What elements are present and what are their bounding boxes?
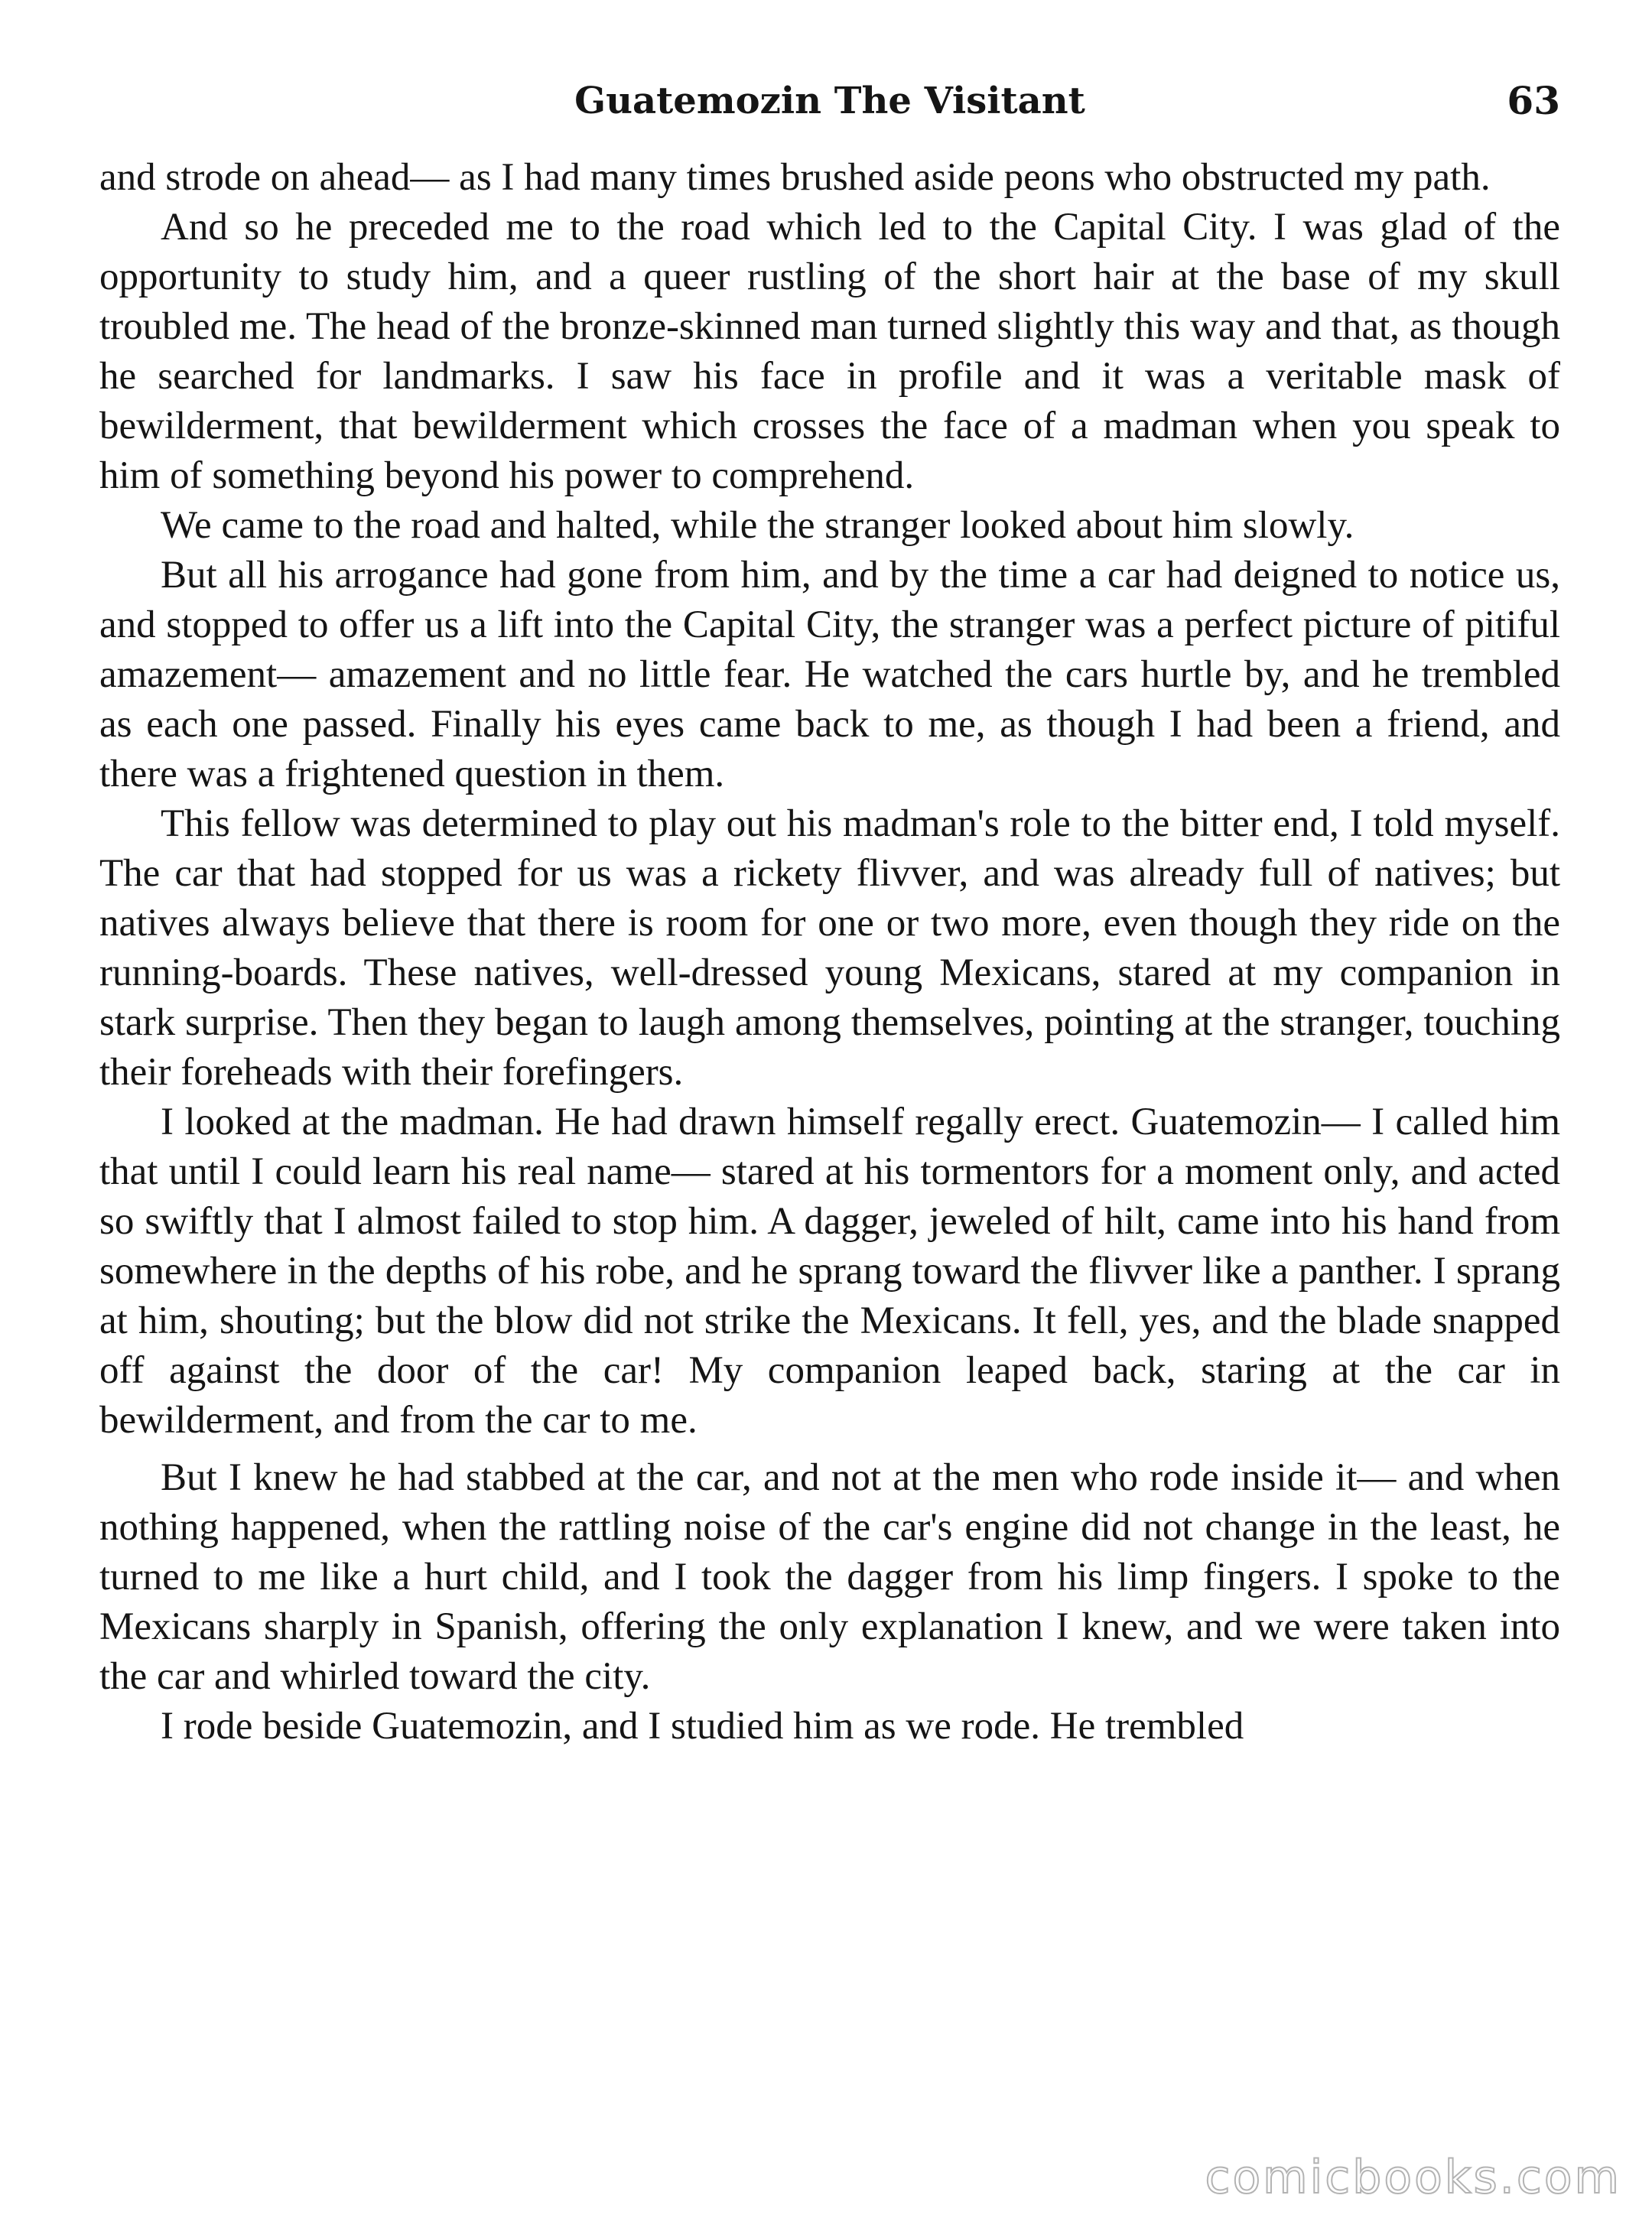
- running-head: [99, 70, 1560, 132]
- paragraph-3: We came to the road and halted, while the stranger looked about him slowly.: [161, 504, 1354, 547]
- paragraph-8: I rode beside Guatemozin, and I studied him as we rode. He trembled: [161, 1705, 1244, 1748]
- paragraph-6: I looked at the madman. He had drawn himself regally erect. Guatemozin— I called him that until I could learn his real name— stared at his tormentors for a moment only, and acted so swiftly that I almost failed to stop him. A dagger, jeweled of hilt, came into his hand from somewhere in the depths of his robe, and he sprang toward the flivver like a panther. I sprang at him, shouting; but the blow did not strike the Mexicans. It fell, yes, and the blade snapped off against the door of the car! My companion leaped back, staring at the car in bewilderment, and from the car to me.: [99, 1101, 1560, 1442]
- body-text: [99, 153, 1560, 1751]
- paragraph-7: But I knew he had stabbed at the car, and not at the men who rode inside it— and when nothing happened, when the rattling noise of the car's engine did not change in the least, he turned to me like a hurt child, and I took the dagger from his limp fingers. I spoke to the Mexicans sharply in Spanish, offering the only explanation I knew, and we were taken into the car and whirled toward the city.: [99, 1456, 1560, 1698]
- paragraph-1: and strode on ahead— as I had many times brushed aside peons who obstructed my path.: [99, 156, 1491, 199]
- watermark: comicbooks.com: [1205, 2151, 1621, 2204]
- paragraph-5: This fellow was determined to play out his madman's role to the bitter end, I told myself. The car that had stopped for us was a rickety flivver, and was already full of natives; but natives always believe that there is room for one or two more, even though they ride on the running-boards. These natives, well-dressed young Mexicans, stared at my companion in stark surprise. Then they began to laugh among themselves, pointing at the stranger, touching their foreheads with their forefingers.: [99, 802, 1560, 1094]
- paragraph-2: And so he preceded me to the road which led to the Capital City. I was glad of the opportunity to study him, and a queer rustling of the short hair at the base of my skull troubled me. The head of the bronze-skinned man turned slightly this way and that, as though he searched for landmarks. I saw his face in profile and it was a veritable mask of bewilderment, that bewilderment which crosses the face of a madman when you speak to him of something beyond his power to comprehend.: [99, 206, 1560, 497]
- page-number: 63: [1507, 78, 1560, 123]
- page-title: Guatemozin The Visitant: [574, 80, 1085, 122]
- paragraph-gap: [99, 1446, 1560, 1453]
- paragraph-4: But all his arrogance had gone from him, and by the time a car had deigned to notice us, and stopped to offer us a lift into the Capital City, the stranger was a perfect picture of pitiful amazement— amazement and no little fear. He watched the cars hurtle by, and he trembled as each one passed. Finally his eyes came back to me, as though I had been a friend, and there was a frightened question in them.: [99, 554, 1560, 795]
